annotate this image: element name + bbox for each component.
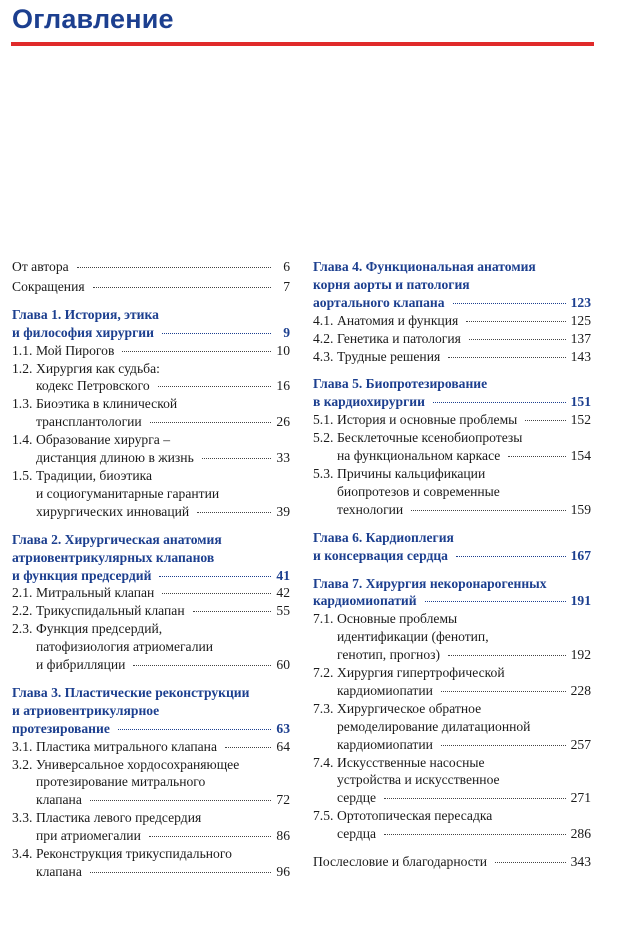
toc-entry-title: От автора bbox=[12, 259, 69, 274]
toc-entry-last-line bbox=[36, 377, 290, 395]
toc-entry-title-line: Хирургия как судьба: bbox=[36, 360, 160, 376]
toc-entry-number: 2.2. bbox=[12, 603, 33, 619]
toc-entry-last-line bbox=[12, 720, 290, 738]
toc-entry[interactable] bbox=[313, 807, 591, 843]
toc-page-number: 6 bbox=[283, 259, 290, 274]
toc-entry-title: трансплантологии bbox=[36, 414, 142, 430]
toc-page-number: 257 bbox=[570, 736, 591, 752]
dot-leader bbox=[433, 402, 566, 403]
toc-entry[interactable] bbox=[12, 431, 290, 467]
toc-chapter-entry[interactable] bbox=[12, 306, 290, 342]
toc-entry-number: 1.5. bbox=[12, 467, 33, 483]
toc-entry-number: 2.1. bbox=[12, 585, 33, 601]
toc-page-number: 60 bbox=[276, 657, 290, 673]
toc-left-column bbox=[12, 258, 290, 881]
toc-right-column bbox=[313, 258, 591, 873]
toc-entry-last-line bbox=[36, 791, 290, 809]
toc-entry[interactable] bbox=[12, 738, 290, 756]
dot-leader bbox=[448, 655, 566, 656]
toc-entry-title: сердца bbox=[337, 826, 377, 842]
toc-entry-title: Пластика митрального клапана bbox=[36, 738, 217, 754]
toc-chapter-entry[interactable] bbox=[313, 258, 591, 312]
dot-leader bbox=[150, 422, 271, 423]
dot-leader bbox=[162, 593, 271, 594]
toc-entry[interactable] bbox=[12, 342, 290, 360]
toc-entry-title: сердце bbox=[337, 790, 377, 806]
toc-entry-last-line bbox=[36, 863, 290, 881]
toc-entry-title-line: Глава 2. Хирургическая анатомия bbox=[12, 531, 222, 547]
toc-entry-title-line: биопротезов и современные bbox=[337, 483, 500, 499]
toc-entry-last-line bbox=[337, 825, 591, 843]
toc-entry-title: генотип, прогноз) bbox=[337, 647, 441, 663]
toc-entry-last-line bbox=[337, 330, 591, 348]
toc-entry-last-line bbox=[313, 592, 591, 610]
toc-page-number: 39 bbox=[276, 503, 290, 519]
toc-entry-title: кодекс Петровского bbox=[36, 378, 150, 394]
dot-leader bbox=[118, 729, 271, 730]
toc-entry-number: 4.3. bbox=[313, 348, 334, 364]
dot-leader bbox=[90, 872, 271, 873]
toc-page-number: 228 bbox=[570, 682, 591, 698]
toc-entry-number: 3.3. bbox=[12, 810, 33, 826]
toc-page-number: 159 bbox=[570, 501, 591, 517]
toc-entry-title-line: Глава 1. История, этика bbox=[12, 306, 159, 322]
toc-entry-title: История и основные проблемы bbox=[337, 412, 518, 428]
toc-entry-title-line: Глава 6. Кардиоплегия bbox=[313, 529, 454, 545]
toc-entry-last-line bbox=[337, 789, 591, 807]
toc-chapter-entry[interactable] bbox=[12, 531, 290, 585]
toc-entry-last-line bbox=[36, 827, 290, 845]
toc-page-number: 16 bbox=[276, 378, 290, 394]
dot-leader bbox=[90, 800, 271, 801]
toc-page-number: 7 bbox=[283, 278, 290, 294]
dot-leader bbox=[384, 798, 566, 799]
toc-entry-last-line bbox=[337, 447, 591, 465]
dot-leader bbox=[159, 576, 271, 577]
toc-page-number: 41 bbox=[276, 567, 290, 583]
toc-entry[interactable] bbox=[313, 411, 591, 429]
toc-entry[interactable] bbox=[313, 853, 591, 871]
toc-chapter-entry[interactable] bbox=[313, 375, 591, 411]
toc-page-number: 343 bbox=[570, 854, 591, 870]
toc-entry-title-line: Искусственные насосные bbox=[337, 754, 485, 770]
dot-leader bbox=[469, 339, 566, 340]
toc-entry-last-line bbox=[337, 348, 591, 366]
toc-entry-title-line: Причины кальцификации bbox=[337, 465, 486, 481]
toc-page-number: 167 bbox=[570, 547, 591, 563]
toc-entry-title: Трудные решения bbox=[337, 348, 441, 364]
toc-entry-title-line: Глава 4. Функциональная анатомия bbox=[313, 259, 536, 274]
toc-entry-last-line bbox=[36, 584, 290, 602]
toc-entry[interactable] bbox=[12, 395, 290, 431]
toc-page-number: 191 bbox=[570, 593, 591, 609]
toc-entry[interactable] bbox=[313, 754, 591, 808]
toc-entry-title-line: патофизиология атриомегалии bbox=[36, 639, 214, 655]
toc-entry-number: 7.5. bbox=[313, 808, 334, 824]
toc-entry[interactable] bbox=[313, 610, 591, 664]
toc-entry-title: и философия хирургии bbox=[12, 324, 154, 340]
toc-entry-last-line bbox=[313, 294, 591, 312]
toc-entry-number: 1.4. bbox=[12, 432, 33, 448]
toc-entry-title: Митральный клапан bbox=[36, 585, 155, 601]
toc-entry-title: кардиомиопатии bbox=[337, 736, 433, 752]
toc-chapter-entry[interactable] bbox=[313, 529, 591, 565]
dot-leader bbox=[225, 747, 271, 748]
toc-page-number: 63 bbox=[276, 720, 290, 736]
toc-entry-title: при атриомегалии bbox=[36, 828, 141, 844]
toc-entry-title-line: Хирургическое обратное bbox=[337, 700, 482, 716]
toc-entry-title: кардиомиопатии bbox=[337, 682, 433, 698]
toc-page-number: 125 bbox=[570, 312, 591, 328]
toc-entry-title-line: Глава 7. Хирургия некоронарогенных bbox=[313, 575, 547, 591]
dot-leader bbox=[122, 351, 271, 352]
dot-leader bbox=[508, 456, 565, 457]
toc-entry-title: хирургических инноваций bbox=[36, 503, 190, 519]
toc-entry-title-line: Пластика левого предсердия bbox=[36, 810, 202, 826]
toc-page-number: 55 bbox=[276, 603, 290, 619]
toc-entry-title-line: Традиции, биоэтика bbox=[36, 467, 153, 483]
toc-entry-title: клапана bbox=[36, 792, 82, 808]
toc-entry-last-line bbox=[337, 682, 591, 700]
toc-entry[interactable] bbox=[313, 312, 591, 330]
toc-entry-number: 1.3. bbox=[12, 396, 33, 412]
toc-entry-number: 3.4. bbox=[12, 846, 33, 862]
toc-entry-last-line bbox=[337, 736, 591, 754]
toc-page-number: 96 bbox=[276, 864, 290, 879]
toc-entry-last-line bbox=[36, 503, 290, 521]
toc-entry-title: Трикуспидальный клапан bbox=[36, 603, 185, 619]
dot-leader bbox=[456, 556, 566, 557]
dot-leader bbox=[525, 420, 565, 421]
toc-entry-title: Анатомия и функция bbox=[337, 312, 459, 328]
toc-entry-last-line bbox=[36, 656, 290, 674]
toc-entry-title-line: Хирургия гипертрофической bbox=[337, 665, 505, 681]
toc-entry[interactable] bbox=[12, 467, 290, 521]
toc-entry-number: 1.1. bbox=[12, 342, 33, 358]
toc-entry[interactable] bbox=[12, 602, 290, 620]
toc-entry-last-line bbox=[36, 602, 290, 620]
toc-entry-title-line: устройства и искусственное bbox=[337, 772, 500, 788]
toc-entry[interactable] bbox=[12, 278, 290, 296]
toc-entry-last-line bbox=[12, 278, 290, 296]
toc-entry-title: Сокращения bbox=[12, 278, 85, 294]
toc-entry-number: 5.3. bbox=[313, 465, 334, 481]
toc-entry-title-line: атриовентрикулярных клапанов bbox=[12, 549, 215, 565]
toc-entry[interactable] bbox=[12, 258, 290, 276]
toc-entry[interactable] bbox=[12, 809, 290, 845]
toc-page-number: 151 bbox=[570, 394, 591, 410]
toc-page-number: 42 bbox=[276, 585, 290, 601]
toc-entry-number: 7.3. bbox=[313, 700, 334, 716]
toc-entry-title-line: и социогуманитарные гарантии bbox=[36, 485, 220, 501]
toc-entry-title: дистанция длиною в жизнь bbox=[36, 450, 194, 466]
toc-page-number: 271 bbox=[570, 790, 591, 806]
toc-entry-title: клапана bbox=[36, 864, 82, 879]
toc-entry-number: 4.1. bbox=[313, 312, 334, 328]
toc-entry-last-line bbox=[313, 853, 591, 871]
toc-entry[interactable] bbox=[313, 465, 591, 519]
toc-entry-last-line bbox=[337, 501, 591, 519]
toc-entry-title-line: Ортотопическая пересадка bbox=[337, 808, 493, 824]
toc-entry-title: Генетика и патология bbox=[337, 330, 461, 346]
toc-entry-number: 7.2. bbox=[313, 665, 334, 681]
toc-entry-title-line: ремоделирование дилатационной bbox=[337, 718, 531, 734]
toc-entry-title: в кардиохирургии bbox=[313, 394, 425, 410]
dot-leader bbox=[162, 333, 271, 334]
toc-chapter-entry[interactable] bbox=[12, 684, 290, 738]
toc-page-number: 143 bbox=[570, 348, 591, 364]
toc-page-number: 26 bbox=[276, 414, 290, 430]
toc-chapter-entry[interactable] bbox=[313, 575, 591, 611]
dot-leader bbox=[411, 510, 565, 511]
toc-page-number: 64 bbox=[276, 738, 290, 754]
toc-page-number: 10 bbox=[276, 342, 290, 358]
toc-entry-last-line bbox=[313, 393, 591, 411]
toc-page-number: 86 bbox=[276, 828, 290, 844]
toc-entry-last-line bbox=[12, 258, 290, 276]
toc-entry-title: и фибрилляции bbox=[36, 657, 126, 673]
toc-entry-last-line bbox=[313, 547, 591, 565]
toc-entry-title-line: протезирование митрального bbox=[36, 774, 206, 790]
toc-entry-last-line bbox=[12, 567, 290, 585]
toc-entry-number: 5.2. bbox=[313, 430, 334, 446]
toc-entry-number: 2.3. bbox=[12, 621, 33, 637]
toc-entry[interactable] bbox=[12, 756, 290, 810]
dot-leader bbox=[133, 665, 271, 666]
toc-entry[interactable] bbox=[12, 360, 290, 396]
dot-leader bbox=[441, 745, 566, 746]
toc-entry-title-line: Образование хирурга – bbox=[36, 432, 170, 448]
dot-leader bbox=[466, 321, 565, 322]
toc-entry-title: Мой Пирогов bbox=[36, 342, 115, 358]
toc-entry-number: 1.2. bbox=[12, 360, 33, 376]
toc-entry[interactable] bbox=[313, 429, 591, 465]
toc-entry[interactable] bbox=[313, 330, 591, 348]
toc-entry-title-line: Основные проблемы bbox=[337, 611, 458, 627]
toc-entry-title: кардиомиопатий bbox=[313, 593, 417, 609]
toc-entry-title-line: Функция предсердий, bbox=[36, 621, 163, 637]
toc-page-number: 286 bbox=[570, 826, 591, 842]
dot-leader bbox=[202, 458, 271, 459]
toc-page-number: 152 bbox=[570, 412, 591, 428]
dot-leader bbox=[425, 601, 566, 602]
dot-leader bbox=[441, 691, 566, 692]
toc-page-number: 72 bbox=[276, 792, 290, 808]
toc-entry[interactable] bbox=[313, 348, 591, 366]
toc-entry-title: Послесловие и благодарности bbox=[313, 854, 487, 870]
dot-leader bbox=[149, 836, 271, 837]
toc-entry-title-line: Бесклеточные ксенобиопротезы bbox=[337, 430, 523, 446]
toc-entry-title: протезирование bbox=[12, 720, 110, 736]
dot-leader bbox=[453, 303, 566, 304]
dot-leader bbox=[384, 834, 566, 835]
toc-entry-title-line: идентификации (фенотип, bbox=[337, 629, 489, 645]
toc-entry-number: 3.1. bbox=[12, 738, 33, 754]
toc-page-number: 137 bbox=[570, 330, 591, 346]
toc-entry-number: 7.4. bbox=[313, 754, 334, 770]
toc-entry[interactable] bbox=[313, 664, 591, 700]
toc-page-number: 192 bbox=[570, 647, 591, 663]
toc-entry-title-line: и атриовентрикулярное bbox=[12, 702, 160, 718]
toc-entry-number: 3.2. bbox=[12, 756, 33, 772]
dot-leader bbox=[77, 267, 271, 268]
toc-entry-last-line bbox=[36, 413, 290, 431]
dot-leader bbox=[193, 611, 271, 612]
toc-entry-last-line bbox=[36, 342, 290, 360]
toc-entry-title-line: Реконструкция трикуспидального bbox=[36, 846, 232, 862]
dot-leader bbox=[448, 357, 565, 358]
toc-page-number: 154 bbox=[570, 448, 591, 464]
dot-leader bbox=[197, 512, 271, 513]
toc-entry-last-line bbox=[36, 738, 290, 756]
toc-entry-title-line: Глава 3. Пластические реконструкции bbox=[12, 684, 250, 700]
toc-entry-title: и консервация сердца bbox=[313, 547, 448, 563]
toc-entry[interactable] bbox=[12, 584, 290, 602]
toc-page-number: 33 bbox=[276, 450, 290, 466]
toc-entry-number: 7.1. bbox=[313, 611, 334, 627]
toc-page-number: 123 bbox=[570, 294, 591, 310]
toc-entry-last-line bbox=[12, 324, 290, 342]
toc-entry-number: 4.2. bbox=[313, 330, 334, 346]
toc-entry-title: на функциональном каркасе bbox=[337, 448, 501, 464]
toc-entry-title: аортального клапана bbox=[313, 294, 445, 310]
toc-page-number: 9 bbox=[283, 324, 290, 340]
toc-entry-title-line: корня аорты и патология bbox=[313, 276, 470, 292]
toc-entry-last-line bbox=[36, 449, 290, 467]
dot-leader bbox=[158, 386, 271, 387]
toc-entry-title-line: Глава 5. Биопротезирование bbox=[313, 376, 488, 392]
toc-entry-title: и функция предсердий bbox=[12, 567, 152, 583]
toc-entry-title-line: Биоэтика в клинической bbox=[36, 396, 178, 412]
dot-leader bbox=[495, 862, 566, 863]
toc-entry-last-line bbox=[337, 312, 591, 330]
toc-entry-last-line bbox=[337, 411, 591, 429]
page-title: Оглавление bbox=[12, 4, 174, 34]
toc-entry[interactable] bbox=[313, 700, 591, 754]
toc-entry-number: 5.1. bbox=[313, 412, 334, 428]
toc-entry[interactable] bbox=[12, 620, 290, 674]
toc-entry-last-line bbox=[337, 646, 591, 664]
dot-leader bbox=[93, 287, 271, 288]
title-underline bbox=[11, 42, 594, 46]
toc-entry-title-line: Универсальное хордосохраняющее bbox=[36, 756, 240, 772]
toc-entry-title: технологии bbox=[337, 501, 404, 517]
toc-entry[interactable] bbox=[12, 845, 290, 881]
